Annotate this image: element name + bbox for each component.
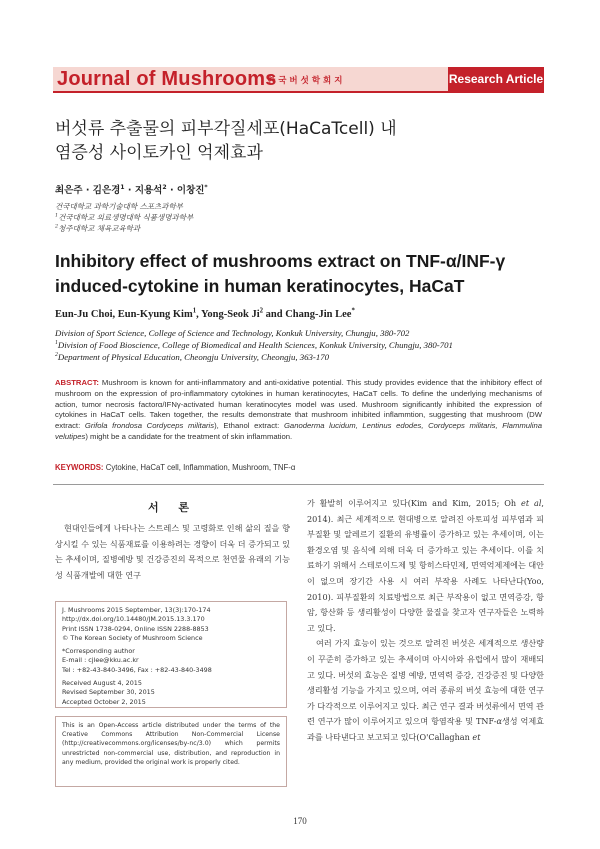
- author-comma: ,: [196, 309, 199, 320]
- body-paragraph: [307, 636, 544, 745]
- keywords-label: KEYWORDS:: [55, 463, 104, 472]
- author-superscript: *: [351, 307, 355, 315]
- keywords-text: Cytokine, HaCaT cell, Inflammation, Mushroom, TNF-α: [105, 463, 296, 472]
- journal-header: [53, 67, 544, 93]
- open-access-notice: This is an Open-Access article distributed under the terms of the Creative Commons Attribution Non-Commercial License (http://creativecommons.org/licenses/by-nc/3.0) which permits unrestricted non-commercial use, distribution, and reproduction in any medium, provided the original work is properly cited.: [55, 716, 287, 787]
- author-separator: ·: [82, 185, 93, 196]
- journal-korean-name: 한국버섯학회지: [267, 76, 346, 86]
- body-text: 여러 가지 효능이 있는 것으로 알려진 버섯은 세계적으로 생산량이 꾸준히 증가하고 있는 추세이며 아시아와 유럽에서 많이 재배되고 있다. 버섯의 효능은 질병 예방, 면역력 증강, 건강증진 및 다양한 생리활성 기능을 가지고 있으며, 여러 종류의 버섯 효능에 대한 연구가 다각적으로 이루어지고 있다. 최근 연구 결과 버섯류에서 면역 관련 연구가 많이 이루어지고 있으며 항염작용 및 TNF-: [307, 638, 544, 727]
- english-author-1: Eun-Ju Choi,: [55, 309, 116, 320]
- accepted-date: Accepted October 2, 2015: [62, 697, 146, 706]
- abstract-text: ) might be a candidate for the treatment of skin inflammation.: [85, 431, 293, 441]
- korean-author-1: 최은주: [55, 185, 83, 196]
- received-date: Received August 4, 2015: [62, 679, 142, 688]
- keywords: [55, 463, 542, 472]
- korean-affiliation: [55, 212, 193, 223]
- body-text: 가 활발히 이루어지고 있다(Kim and Kim, 2015; Oh: [307, 498, 522, 508]
- korean-affiliation: [55, 201, 193, 212]
- english-affiliation: [55, 339, 453, 351]
- korean-author-4: 이창진: [176, 185, 205, 196]
- email[interactable]: E-mail : cjlee@kku.ac.kr: [62, 656, 139, 665]
- body-italic: et: [472, 731, 481, 742]
- abstract-label: ABSTRACT:: [55, 378, 99, 387]
- journal-name: Journal of Mushrooms: [57, 68, 277, 90]
- english-title-line2: induced-cytokine in human keratinocytes, HaCaT: [55, 276, 465, 296]
- korean-affiliation: [55, 223, 193, 234]
- revised-date: Revised September 30, 2015: [62, 688, 155, 697]
- english-title-line1: Inhibitory effect of mushrooms extract on TNF-α/INF-γ: [55, 251, 506, 271]
- abstract-italic: Ganoderma lucidum, Lentinus edodes, Cordyceps militaris, Flammulina velutipes: [55, 421, 542, 441]
- body-text: 생성 억제효과를 나타낸다고 보고되고 있다(O'Callaghan: [307, 716, 545, 742]
- author-superscript: 1: [192, 307, 197, 315]
- body-italic: α: [496, 716, 502, 727]
- issn: Print ISSN 1738-0294, Online ISSN 2288-8853: [62, 624, 209, 633]
- author-superscript: 2: [259, 307, 264, 315]
- affiliation-text: Department of Physical Education, Cheongju University, Cheongju, 363-170: [57, 352, 330, 362]
- abstract: [55, 378, 542, 443]
- copyright: © The Korean Society of Mushroom Science: [62, 633, 203, 642]
- affiliation-text: 건국대학교 과학기술대학 스포츠과학부: [55, 202, 183, 211]
- korean-authors: [55, 182, 208, 196]
- english-title: [55, 249, 535, 299]
- doi-link[interactable]: http://dx.doi.org/10.14480/JM.2015.13.3.170: [62, 615, 205, 624]
- korean-author-2: 김은경: [92, 185, 121, 196]
- article-info-box: [55, 601, 287, 708]
- affiliation-text: Division of Sport Science, College of Science and Technology, Konkuk University, Chungju, 380-702: [55, 328, 410, 338]
- abstract-text: ), Ethanol extract:: [214, 421, 284, 431]
- affiliation-superscript: 1: [55, 212, 59, 219]
- english-author-2: Eun-Kyung Kim: [117, 309, 193, 320]
- body-paragraph: 현대인들에게 나타나는 스트레스 및 고령화로 인해 삶의 질을 향상시킬 수 있는 식품재료를 이용하려는 경향이 더욱 더 증가되고 있는 추세이며, 질병예방 및 건강증진의 목적으로 천연물 유래의 기능성 식품개발에 대한 연구: [55, 523, 290, 580]
- left-column: [55, 521, 290, 583]
- english-author-3: Yong-Seok Ji: [201, 309, 260, 320]
- korean-title-line2: 염증성 사이토카인 억제효과: [55, 143, 263, 163]
- korean-title: [55, 117, 495, 165]
- page-number: 170: [293, 816, 307, 826]
- body-paragraph: [307, 496, 544, 636]
- affiliation-text: 청주대학교 체육교육학과: [58, 224, 141, 233]
- affiliation-text: 건국대학교 의료생명대학 식품생명과학부: [58, 213, 194, 222]
- section-heading-introduction: 서 론: [147, 501, 198, 514]
- body-text: , 2014). 최근 세계적으로 현대병으로 알려진 아토피성 피부염과 피부질환 및 알레르기 질환의 유병률이 증가하고 있는 추세이며, 이는 환경오염 및 음식에 의해 더욱 더 증가하고 있는 추세이다. 이를 치료하기 위해서 스테로이드제 및 항히스타민제, 면역억제제에는 대안이 없으며 장기간 사용 시 여러 부작용 사례도 나타난다(Yoo, 2010). 피부질환의 치료방법으로 최근 부작용이 없고 면역증강, 항암, 항산화 등 생리활성이 다양한 물질을 찾고자 연구자들은 노력하고 있다.: [307, 498, 544, 633]
- author-separator: ·: [124, 185, 135, 196]
- author-separator: ·: [166, 185, 177, 196]
- phone-fax: Tel : +82-43-840-3496, Fax : +82-43-840-3498: [62, 665, 212, 674]
- abstract-italic: Grifola frondosa Cordyceps militaris: [84, 421, 215, 431]
- section-divider: [53, 484, 544, 485]
- english-affiliations: [55, 327, 453, 363]
- author-superscript: *: [204, 183, 208, 191]
- english-author-4: and Chang-Jin Lee: [265, 309, 352, 320]
- author-superscript: 1: [120, 183, 125, 191]
- english-authors: [55, 309, 355, 320]
- korean-title-line1: 버섯류 추출물의 피부각질세포(HaCaTcell) 내: [55, 119, 397, 139]
- english-affiliation: [55, 327, 453, 339]
- affiliation-superscript: 1: [55, 340, 58, 347]
- author-superscript: 2: [162, 183, 167, 191]
- citation: J. Mushrooms 2015 September, 13(3):170-174: [62, 606, 211, 614]
- affiliation-superscript: 2: [55, 352, 58, 359]
- english-affiliation: [55, 351, 453, 363]
- body-italic: et al: [521, 498, 542, 508]
- affiliation-superscript: 2: [55, 223, 59, 230]
- corresponding-author-label: *Corresponding author: [62, 647, 135, 656]
- korean-affiliations: [55, 201, 193, 234]
- right-column: [307, 496, 544, 746]
- abstract-text: Mushroom is known for anti-inflammatory and anti-oxidative potential. This study provides evidence that the inhibitory effect of mushroom on the expression of pro-inflammatory cytokines in human keratinocytes, HaCaT cells. To define the underlying mechanisms of action, tumor necrosis factorα/IFNγ-activated human keratinocytes model was used. Mushroom significantly inhibited the expression of cytokines in HaCaT cells. Taken together, the results demonstrate that mushroom inhibited inflammtion, suggesting that mushroom (DW extract:: [55, 378, 542, 431]
- affiliation-text: Division of Food Bioscience, College of Biomedical and Health Sciences, Konkuk University, Chungju, 380-701: [57, 340, 453, 350]
- korean-author-3: 지용석: [134, 185, 163, 196]
- article-type-badge: Research Article: [448, 67, 544, 91]
